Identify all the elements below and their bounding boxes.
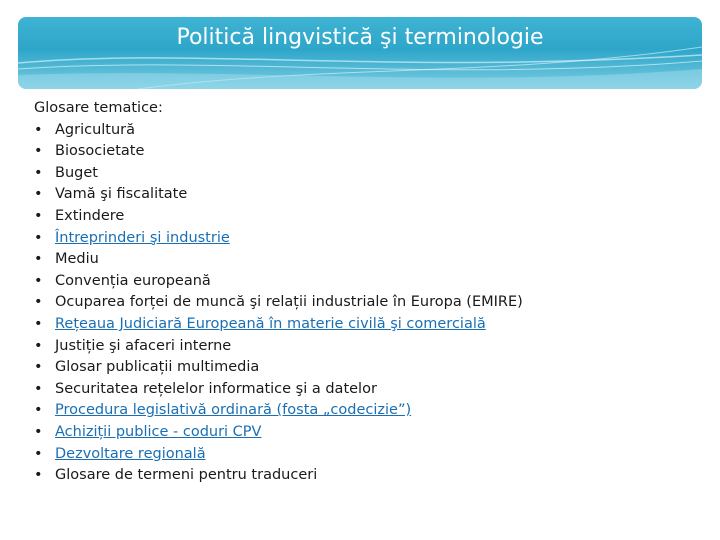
bullet-icon: • — [34, 359, 43, 376]
bullet-icon: • — [34, 207, 43, 224]
list-item — [34, 206, 694, 228]
list-item — [34, 163, 694, 185]
bullet-icon: • — [34, 423, 43, 440]
glossary-item-label: Justiție şi afaceri interne — [55, 337, 232, 354]
bullet-icon: • — [34, 402, 43, 419]
list-item — [34, 120, 694, 142]
list-item — [34, 357, 694, 379]
list-item[interactable] — [34, 400, 694, 422]
glossary-link[interactable]: Dezvoltare regională — [55, 445, 206, 462]
glossary-item-label: Agricultură — [55, 121, 136, 138]
glossary-link[interactable]: Întreprinderi şi industrie — [55, 229, 230, 246]
bullet-icon: • — [34, 445, 43, 462]
bullet-icon: • — [34, 467, 43, 484]
glossary-item-label: Convenția europeană — [55, 272, 211, 289]
glossary-item-label: Securitatea rețelelor informatice şi a datelor — [55, 380, 377, 397]
glossary-item-label: Biosocietate — [55, 143, 145, 160]
glossary-item-label: Mediu — [55, 251, 99, 268]
glossary-item-label: Extindere — [55, 207, 125, 224]
glossary-heading: Glosare tematice: — [34, 100, 163, 116]
bullet-icon: • — [34, 251, 43, 268]
list-item — [34, 249, 694, 271]
glossary-list — [34, 120, 694, 487]
title-banner — [18, 17, 702, 89]
glossary-item-label: Buget — [55, 164, 98, 181]
bullet-icon: • — [34, 294, 43, 311]
list-item[interactable] — [34, 422, 694, 444]
bullet-icon: • — [34, 143, 43, 160]
list-item[interactable] — [34, 228, 694, 250]
list-item — [34, 184, 694, 206]
page-title: Politică lingvistică şi terminologie — [176, 25, 544, 50]
glossary-item-label: Ocuparea forței de muncă şi relații industriale în Europa (EMIRE) — [55, 294, 523, 311]
glossary-link[interactable]: Achiziții publice - coduri CPV — [55, 423, 262, 440]
list-item — [34, 271, 694, 293]
glossary-link[interactable]: Rețeaua Judiciară Europeană în materie civilă şi comercială — [55, 315, 486, 332]
bullet-icon: • — [34, 337, 43, 354]
list-item — [34, 336, 694, 358]
glossary-item-label: Glosar publicații multimedia — [55, 359, 260, 376]
bullet-icon: • — [34, 229, 43, 246]
glossary-item-label: Vamă şi fiscalitate — [55, 186, 188, 203]
bullet-icon: • — [34, 121, 43, 138]
bullet-icon: • — [34, 186, 43, 203]
bullet-icon: • — [34, 315, 43, 332]
glossary-content — [34, 98, 694, 487]
bullet-icon: • — [34, 380, 43, 397]
glossary-item-label: Glosare de termeni pentru traduceri — [55, 467, 318, 484]
bullet-icon: • — [34, 164, 43, 181]
list-item — [34, 292, 694, 314]
list-item — [34, 141, 694, 163]
list-item — [34, 465, 694, 487]
glossary-link[interactable]: Procedura legislativă ordinară (fosta „codecizie”) — [55, 402, 412, 419]
list-item — [34, 379, 694, 401]
bullet-icon: • — [34, 272, 43, 289]
list-item[interactable] — [34, 444, 694, 466]
list-item[interactable] — [34, 314, 694, 336]
